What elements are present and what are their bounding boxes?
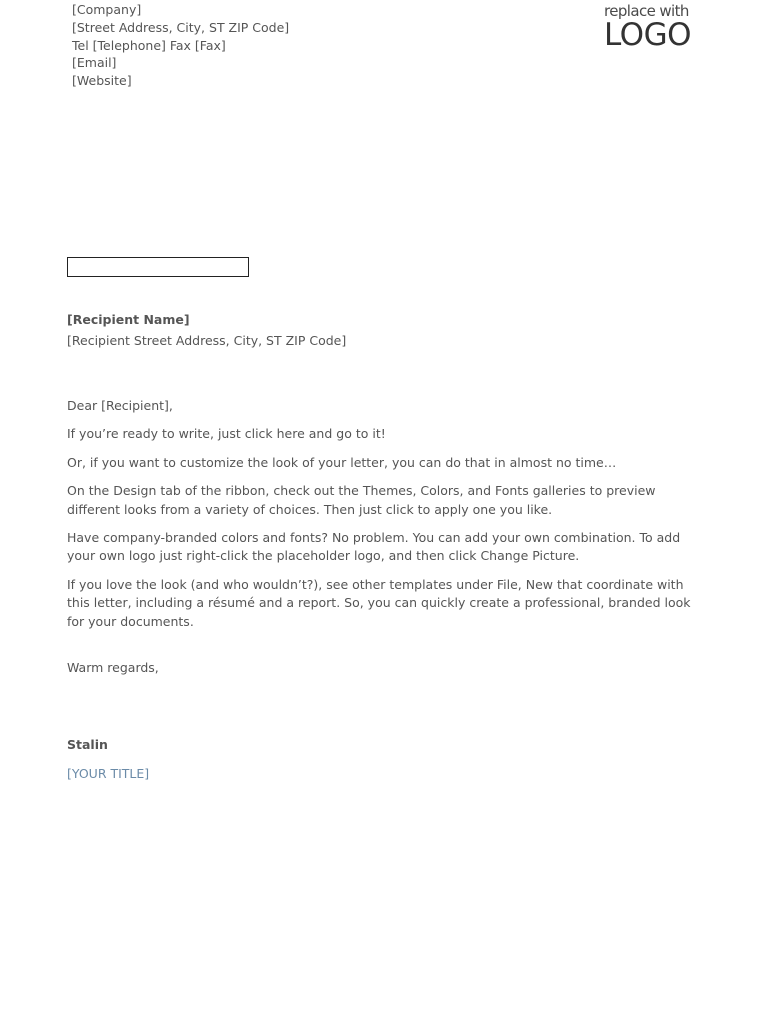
body-paragraph: On the Design tab of the ribbon, check out the Themes, Colors, and Fonts galleries to preview different looks from a variety of choices. Then just click to apply one you like. bbox=[67, 483, 656, 517]
recipient-name[interactable]: [Recipient Name] bbox=[67, 312, 190, 327]
closing[interactable]: Warm regards, bbox=[67, 660, 159, 675]
sender-company[interactable]: [Company] bbox=[72, 2, 142, 17]
body-paragraph: If you love the look (and who wouldn’t?), see other templates under File, New that coordinate with this letter, including a résumé and a report. So, you can quickly create a professional, branded look for your documents. bbox=[67, 576, 691, 629]
body-paragraph: Or, if you want to customize the look of your letter, you can do that in almost no time… bbox=[67, 454, 617, 470]
sender-website[interactable]: [Website] bbox=[72, 73, 132, 89]
salutation: Dear [Recipient], bbox=[67, 398, 173, 413]
sender-block bbox=[72, 1, 289, 90]
body-paragraph: If you’re ready to write, just click here and go to it! bbox=[67, 426, 386, 442]
signer-title[interactable]: [YOUR TITLE] bbox=[67, 766, 150, 781]
letter-body[interactable] bbox=[67, 397, 707, 641]
logo-caption: replace with bbox=[604, 2, 689, 20]
sender-phone-fax[interactable]: Tel [Telephone] Fax [Fax] bbox=[72, 37, 226, 53]
body-paragraph: Have company-branded colors and fonts? No problem. You can add your own combination. To add your own logo just right-click the placeholder logo, and then click Change Picture. bbox=[67, 530, 681, 564]
signer-name[interactable]: Stalin bbox=[67, 737, 108, 752]
date-field[interactable] bbox=[67, 257, 249, 277]
logo-placeholder[interactable] bbox=[604, 2, 704, 53]
sender-email[interactable]: [Email] bbox=[72, 55, 117, 71]
sender-address[interactable]: [Street Address, City, ST ZIP Code] bbox=[72, 19, 290, 35]
logo-text: LOGO bbox=[604, 17, 691, 53]
recipient-address[interactable]: [Recipient Street Address, City, ST ZIP Code] bbox=[67, 333, 347, 348]
